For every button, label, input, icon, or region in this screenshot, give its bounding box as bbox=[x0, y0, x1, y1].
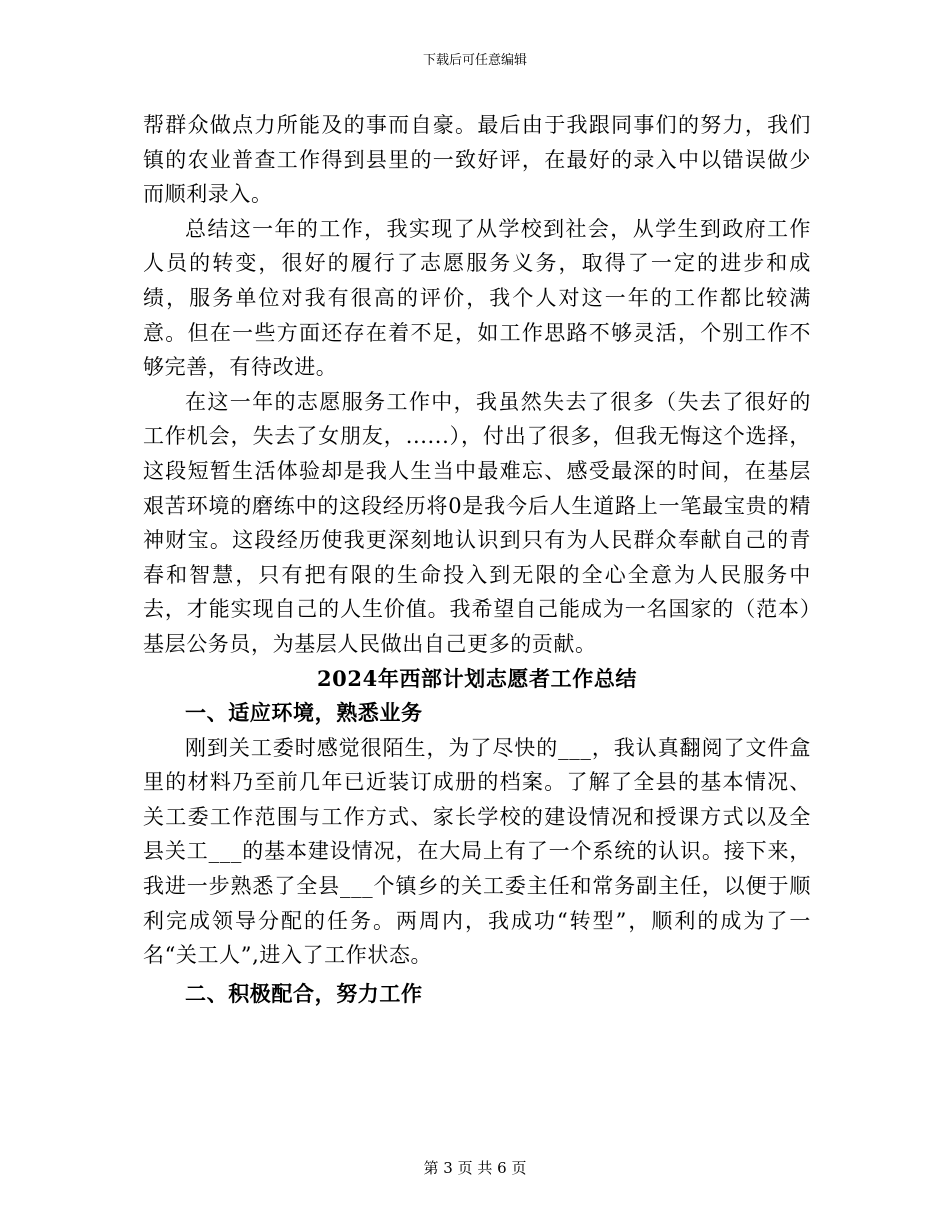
section-heading-1: 一、适应环境，熟悉业务 bbox=[185, 700, 423, 726]
section-heading-2: 二、积极配合，努力工作 bbox=[185, 980, 423, 1006]
page-number: 第 3 页 共 6 页 bbox=[423, 1159, 527, 1177]
page-header: 下载后可任意编辑 bbox=[422, 53, 527, 68]
document-body bbox=[143, 108, 811, 1011]
section-1-paragraph: 刚到关工委时感觉很陌生，为了尽快的___，我认真翻阅了文件盒里的材料乃至前几年已近装订成册的档案。了解了全县的基本情况、关工委工作范围与工作方式、家长学校的建设情况和授课方式以及全县关工___的基本建设情况，在大局上有了一个系统的认识。接下来，我进一步熟悉了全县___个镇乡的关工委主任和常务副主任，以便于顺利完成领导分配的任务。两周内，我成功“转型”，顺利的成为了一名“关工人”,进入了工作状态。 bbox=[143, 735, 811, 968]
document-title: 2024年西部计划志愿者工作总结 bbox=[316, 665, 638, 691]
body-paragraph-reflection: 在这一年的志愿服务工作中，我虽然失去了很多（失去了很好的工作机会，失去了女朋友，......），付出了很多，但我无悔这个选择，这段短暂生活体验却是我人生当中最难忘、感受最深的时间，在基层艰苦环境的磨练中的这段经历将0是我今后人生道路上一笔最宝贵的精神财宝。这段经历使我更深刻地认识到只有为人民群众奉献自己的青春和智慧，只有把有限的生命投入到无限的全心全意为人民服务中去，才能实现自己的人生价值。我希望自己能成为一名国家的（范本）基层公务员，为基层人民做出自己更多的贡献。 bbox=[143, 389, 811, 656]
body-paragraph-summary: 总结这一年的工作，我实现了从学校到社会，从学生到政府工作人员的转变，很好的履行了志愿服务义务，取得了一定的进步和成绩，服务单位对我有很高的评价，我个人对这一年的工作都比较满意。但在一些方面还存在着不足，如工作思路不够灵活，个别工作不够完善，有待改进。 bbox=[143, 216, 811, 380]
body-paragraph-continued: 帮群众做点力所能及的事而自豪。最后由于我跟同事们的努力，我们镇的农业普查工作得到县里的一致好评，在最好的录入中以错误做少而顺利录入。 bbox=[143, 113, 811, 207]
